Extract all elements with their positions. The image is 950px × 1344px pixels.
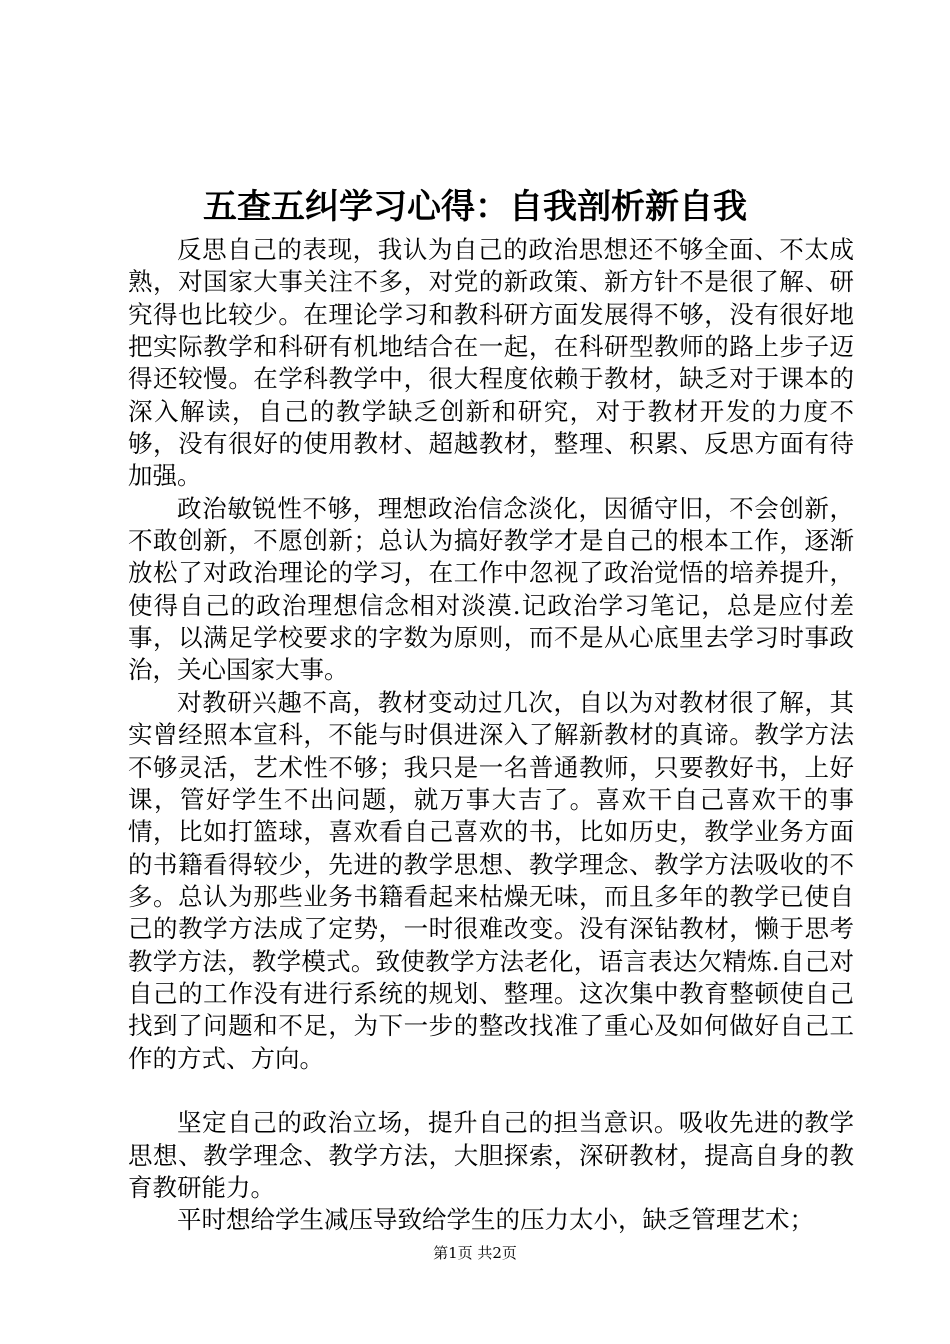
paragraph-1: 反思自己的表现，我认为自己的政治思想还不够全面、不太成熟，对国家大事关注不多，对党的新政策、新方针不是很了解、研究得也比较少。在理论学习和教科研方面发展得不够，没有很好地把实际教学和科研有机地结合在一起，在科研型教师的路上步子迈得还较慢。在学科教学中，很大程度依赖于教材，缺乏对于课本的深入解读，自己的教学缺乏创新和研究，对于教材开发的力度不够，没有很好的使用教材、超越教材，整理、积累、反思方面有待加强。: [128, 235, 854, 491]
page-number-footer: 第1页 共2页: [433, 1244, 517, 1262]
paragraph-5: 平时想给学生减压导致给学生的压力太小，缺乏管理艺术；: [177, 1205, 814, 1235]
paragraph-4: 坚定自己的政治立场，提升自己的担当意识。吸收先进的教学思想、教学理念、教学方法，大胆探索，深研教材，提高自身的教育教研能力。: [128, 1108, 854, 1202]
paragraph-3: 对教研兴趣不高，教材变动过几次，自以为对教材很了解，其实曾经照本宣科，不能与时俱进深入了解新教材的真谛。教学方法不够灵活，艺术性不够；我只是一名普通教师，只要教好书，上好课，管好学生不出问题，就万事大吉了。喜欢干自己喜欢干的事情，比如打篮球，喜欢看自己喜欢的书，比如历史，教学业务方面的书籍看得较少，先进的教学思想、教学理念、教学方法吸收的不多。总认为那些业务书籍看起来枯燥无味，而且多年的教学已使自己的教学方法成了定势，一时很难改变。没有深钻教材，懒于思考教学方法，教学模式。致使教学方法老化，语言表达欠精炼.自己对自己的工作没有进行系统的规划、整理。这次集中教育整顿使自己找到了问题和不足，为下一步的整改找准了重心及如何做好自己工作的方式、方向。: [128, 687, 854, 1073]
document-body: [128, 234, 854, 1237]
document-title: 五查五纠学习心得：自我剖析新自我: [203, 187, 747, 227]
paragraph-2: 政治敏锐性不够，理想政治信念淡化，因循守旧，不会创新，不敢创新，不愿创新；总认为搞好教学才是自己的根本工作，逐渐放松了对政治理论的学习，在工作中忽视了政治觉悟的培养提升，使得自己的政治理想信念相对淡漠.记政治学习笔记，总是应付差事，以满足学校要求的字数为原则，而不是从心底里去学习时事政治，关心国家大事。: [128, 493, 854, 685]
